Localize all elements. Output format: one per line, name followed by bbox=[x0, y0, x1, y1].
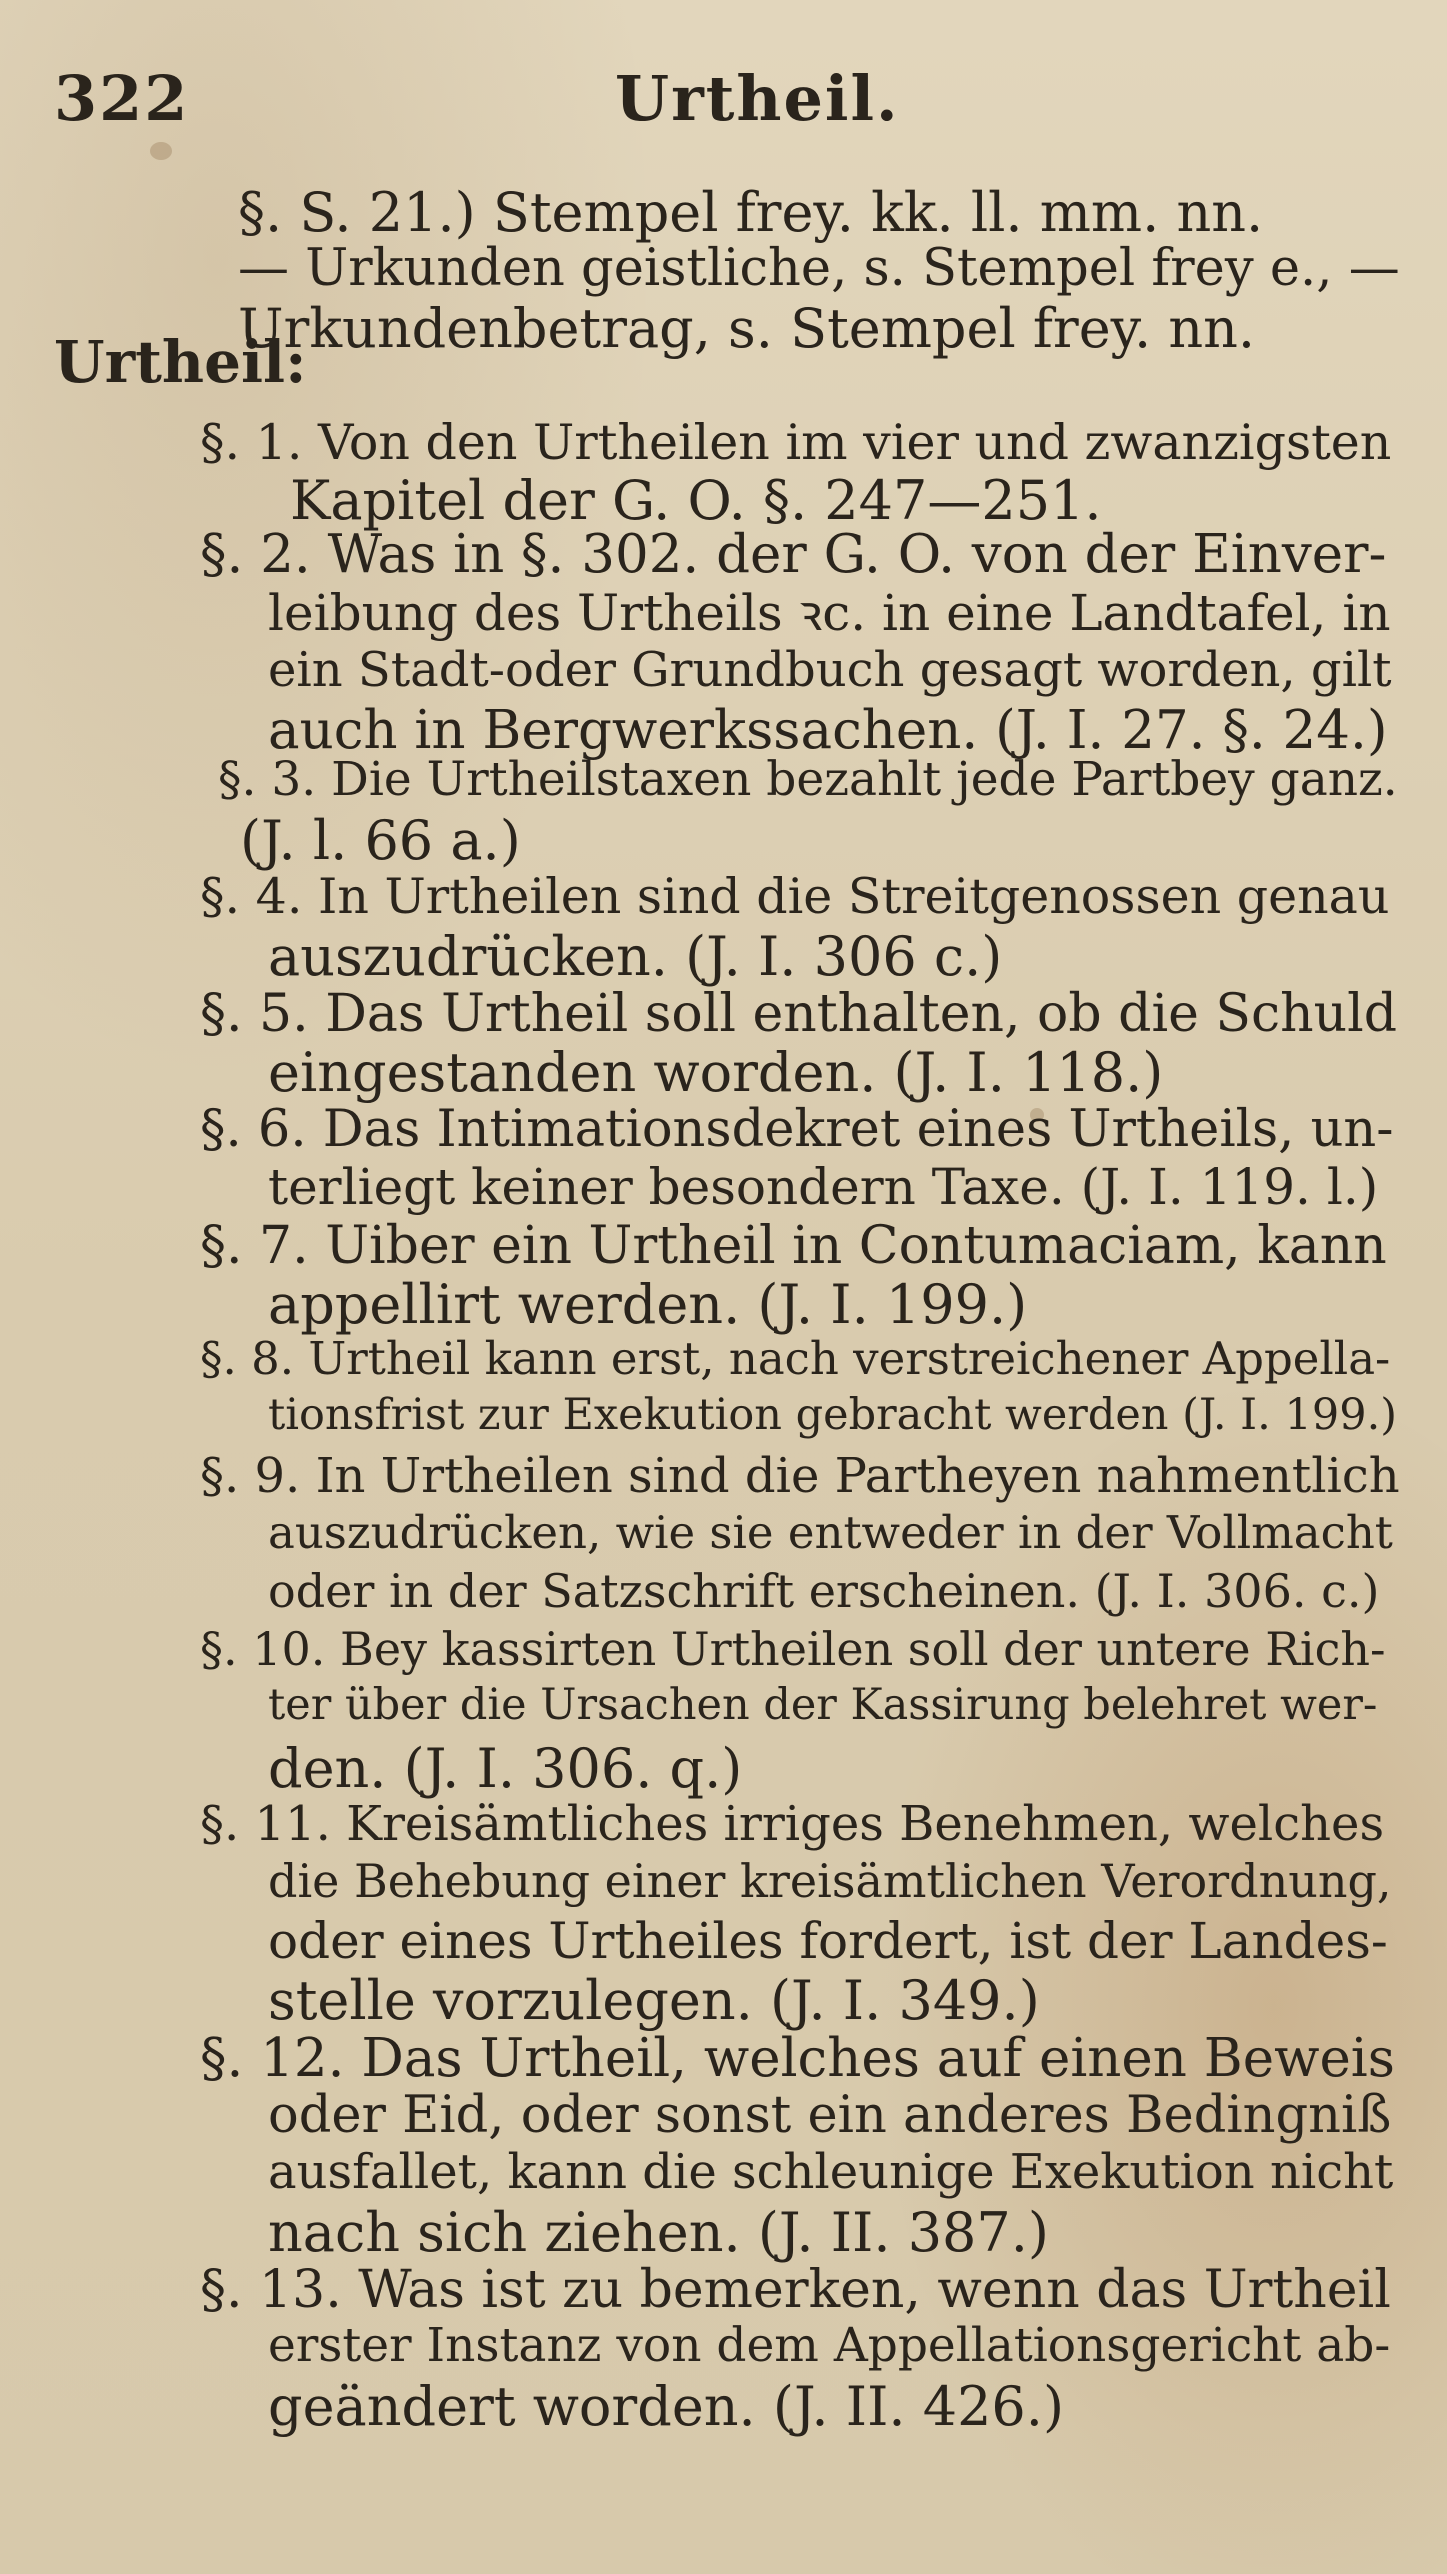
entry-line: §. 11. Kreisämtliches irriges Benehmen, welches bbox=[200, 1796, 1385, 1852]
entry-line: oder in der Satzschrift erscheinen. (J. I. 306. c.) bbox=[268, 1564, 1380, 1618]
entry-line: oder eines Urtheiles fordert, ist der Landes- bbox=[268, 1912, 1388, 1970]
entry-line: §. 13. Was ist zu bemerken, wenn das Urtheil bbox=[200, 2260, 1391, 2320]
entry-line: ter über die Ursachen der Kassirung belehret wer- bbox=[268, 1680, 1378, 1730]
entry-line: §. 6. Das Intimationsdekret eines Urtheils, un- bbox=[200, 1100, 1394, 1159]
entry-line: geändert worden. (J. II. 426.) bbox=[268, 2375, 1065, 2438]
intro-line: §. S. 21.) Stempel frey. kk. ll. mm. nn. bbox=[238, 181, 1264, 244]
section-heading: Urtheil: bbox=[54, 328, 307, 396]
entry-line: §. 5. Das Urtheil soll enthalten, ob die Schuld bbox=[200, 984, 1398, 1044]
entry-line: terliegt keiner besondern Taxe. (J. I. 119. l.) bbox=[268, 1158, 1379, 1216]
entry-line: §. 8. Urtheil kann erst, nach verstreichener Appella- bbox=[200, 1332, 1391, 1385]
entry-line: §. 2. Was in §. 302. der G. O. von der Einver- bbox=[200, 524, 1387, 585]
entry-line: erster Instanz von dem Appellationsgericht ab- bbox=[268, 2318, 1391, 2373]
running-head: Urtheil. bbox=[615, 62, 900, 135]
ink-stain bbox=[150, 142, 172, 160]
entry-line: §. 9. In Urtheilen sind die Partheyen nahmentlich bbox=[200, 1448, 1400, 1504]
intro-line: Urkundenbetrag, s. Stempel frey. nn. bbox=[238, 297, 1256, 360]
entry-line: auszudrücken. (J. I. 306 c.) bbox=[268, 925, 1003, 988]
entry-line: leibung des Urtheils ꝛc. in eine Landtafel, in bbox=[268, 584, 1391, 642]
entry-line: stelle vorzulegen. (J. I. 349.) bbox=[268, 1969, 1040, 2032]
entry-line: oder Eid, oder sonst ein anderes Bedingniß bbox=[268, 2086, 1392, 2145]
entry-line: den. (J. I. 306. q.) bbox=[268, 1737, 743, 1800]
entry-line: §. 7. Uiber ein Urtheil in Contumaciam, kann bbox=[200, 1216, 1387, 1276]
page-number: 322 bbox=[54, 62, 190, 135]
entry-line: auch in Bergwerkssachen. (J. I. 27. §. 24.) bbox=[268, 700, 1388, 761]
entry-line: §. 3. Die Urtheilstaxen bezahlt jede Partbey ganz. bbox=[218, 752, 1398, 807]
entry-line: appellirt werden. (J. I. 199.) bbox=[268, 1273, 1028, 1336]
entry-line: ausfallet, kann die schleunige Exekution nicht bbox=[268, 2144, 1394, 2200]
entry-line: §. 1. Von den Urtheilen im vier und zwanzigsten bbox=[200, 414, 1392, 471]
intro-line: — Urkunden geistliche, s. Stempel frey e., — bbox=[238, 239, 1400, 298]
entry-line: auszudrücken, wie sie entweder in der Vollmacht bbox=[268, 1506, 1393, 1559]
entry-line: §. 10. Bey kassirten Urtheilen soll der untere Rich- bbox=[200, 1622, 1386, 1676]
entry-line: Kapitel der G. O. §. 247—251. bbox=[290, 469, 1102, 532]
entry-line: tionsfrist zur Exekution gebracht werden (J. I. 199.) bbox=[268, 1390, 1398, 1440]
entry-line: eingestanden worden. (J. I. 118.) bbox=[268, 1041, 1164, 1104]
entry-line: nach sich ziehen. (J. II. 387.) bbox=[268, 2201, 1049, 2264]
entry-line: §. 4. In Urtheilen sind die Streitgenossen genau bbox=[200, 868, 1390, 925]
entry-line: §. 12. Das Urtheil, welches auf einen Beweis bbox=[200, 2028, 1395, 2089]
entry-line: (J. l. 66 a.) bbox=[240, 809, 521, 872]
entry-line: ein Stadt-oder Grundbuch gesagt worden, gilt bbox=[268, 642, 1392, 698]
entry-line: die Behebung einer kreisämtlichen Verordnung, bbox=[268, 1854, 1392, 1908]
